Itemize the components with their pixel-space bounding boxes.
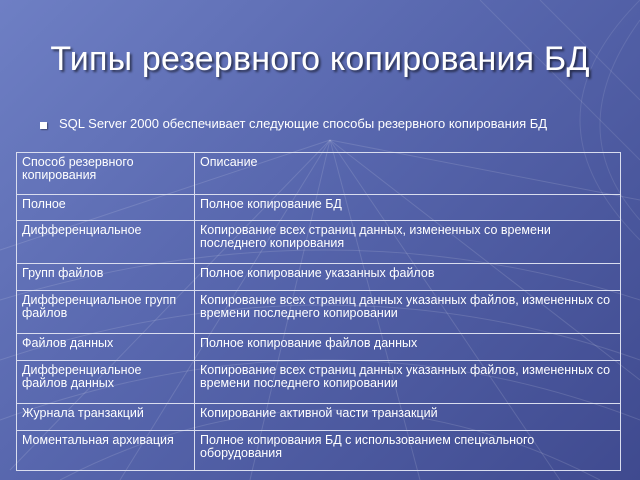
cell-description: Копирование активной части транзакций	[195, 404, 621, 431]
cell-description: Копирование всех страниц данных, измененных со времени последнего копирования	[195, 221, 621, 264]
cell-method: Дифференциальное файлов данных	[17, 361, 195, 404]
cell-description: Полное копирование файлов данных	[195, 334, 621, 361]
cell-method: Журнала транзакций	[17, 404, 195, 431]
table-row	[17, 334, 621, 361]
table-row	[17, 291, 621, 334]
bullet-text: SQL Server 2000 обеспечивает следующие способы резервного копирования БД	[59, 116, 548, 131]
bullet-item	[40, 117, 600, 130]
cell-method: Дифференциальное групп файлов	[17, 291, 195, 334]
table-row	[17, 431, 621, 471]
cell-description: Полное копирования БД с использованием специального оборудования	[195, 431, 621, 471]
cell-method: Файлов данных	[17, 334, 195, 361]
table-row	[17, 361, 621, 404]
cell-description: Полное копирование БД	[195, 195, 621, 221]
header-cell-description: Описание	[195, 153, 621, 195]
cell-method: Моментальная архивация	[17, 431, 195, 471]
table-row	[17, 404, 621, 431]
cell-description: Копирование всех страниц данных указанных файлов, измененных со времени последнего копировании	[195, 361, 621, 404]
cell-description: Полное копирование указанных файлов	[195, 264, 621, 291]
cell-description: Копирование всех страниц данных указанных файлов, измененных со времени последнего копировании	[195, 291, 621, 334]
header-cell-method: Способ резервного копирования	[17, 153, 195, 195]
slide-title: Типы резервного копирования БД	[50, 40, 590, 78]
square-bullet-icon	[40, 122, 47, 129]
cell-method: Полное	[17, 195, 195, 221]
cell-method: Групп файлов	[17, 264, 195, 291]
table-row	[17, 221, 621, 264]
table-row	[17, 264, 621, 291]
table-row	[17, 195, 621, 221]
cell-method: Дифференциальное	[17, 221, 195, 264]
backup-types-table	[16, 152, 621, 471]
table-header-row	[17, 153, 621, 195]
